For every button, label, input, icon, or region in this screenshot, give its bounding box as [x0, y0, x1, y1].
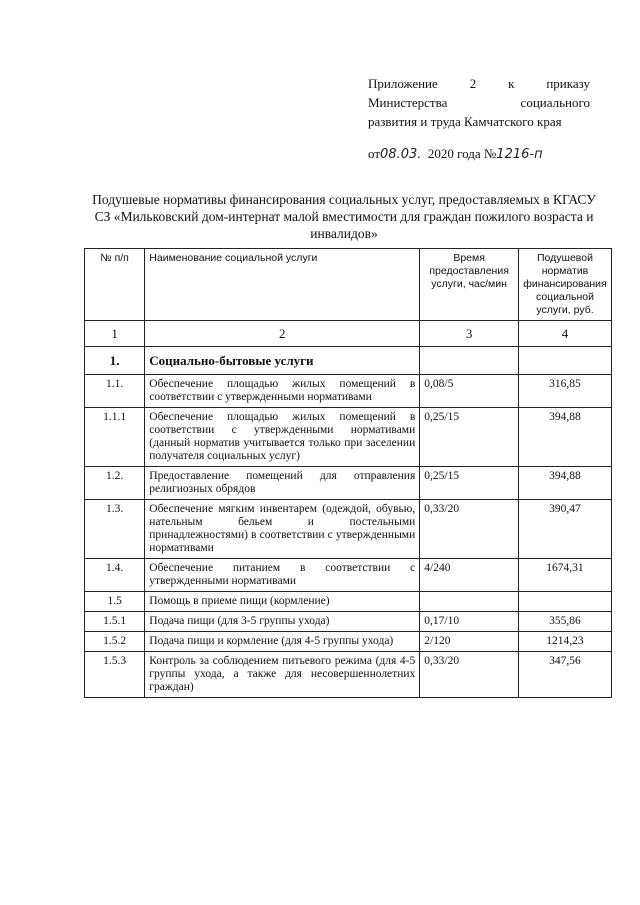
ministry-right: социального [520, 95, 590, 110]
date-prefix: от [368, 146, 381, 161]
row-time: 0,17/10 [420, 612, 519, 632]
table-row [85, 632, 612, 652]
row-norm: 316,85 [518, 375, 611, 408]
appendix-word: Приложение [368, 76, 438, 91]
row-number: 1.1.1 [85, 408, 145, 467]
row-norm: 1674,31 [518, 559, 611, 592]
services-table [84, 248, 612, 698]
section-empty [518, 347, 611, 375]
row-number: 1.3. [85, 500, 145, 559]
appendix-order: приказу [546, 76, 590, 91]
row-number: 1.5.1 [85, 612, 145, 632]
table-row [85, 559, 612, 592]
document-title: Подушевые нормативы финансирования социальных услуг, предоставляемых в КГАСУ СЗ «Мильковский дом-интернат малой вместимости для граждан пожилого возраста и инвалидов» [92, 192, 596, 241]
column-number: 2 [145, 321, 420, 347]
row-service-name: Подача пищи (для 3-5 группы ухода) [145, 612, 420, 632]
row-number: 1.4. [85, 559, 145, 592]
row-service-name: Обеспечение площадью жилых помещений в соответствии с утвержденными нормативами [145, 375, 420, 408]
row-norm: 394,88 [518, 408, 611, 467]
section-empty [420, 347, 519, 375]
column-numbers-row [85, 321, 612, 347]
row-time: 0,33/20 [420, 500, 519, 559]
ministry-left: Министерства [368, 95, 448, 110]
row-time: 0,25/15 [420, 408, 519, 467]
row-time: 0,33/20 [420, 652, 519, 698]
column-number: 1 [85, 321, 145, 347]
table-row [85, 500, 612, 559]
table-row [85, 467, 612, 500]
row-service-name: Обеспечение мягким инвентарем (одеждой, обувью, нательным бельем и постельными принадлежностями) в соответствии с утвержденными нормативами [145, 500, 420, 559]
table-row [85, 652, 612, 698]
row-service-name: Обеспечение площадью жилых помещений в соответствии с утвержденными нормативами (данный норматив учитывается только при заселении получателя социальных услуг) [145, 408, 420, 467]
appendix-line-3: развития и труда Камчатского края [368, 114, 562, 129]
column-number: 3 [420, 321, 519, 347]
row-number: 1.1. [85, 375, 145, 408]
appendix-line-1 [368, 74, 590, 93]
appendix-number: 2 [469, 76, 477, 91]
date-year: 2020 года № [427, 146, 497, 161]
row-norm: 347,56 [518, 652, 611, 698]
row-number: 1.2. [85, 467, 145, 500]
row-number: 1.5.2 [85, 632, 145, 652]
appendix-line-2 [368, 93, 590, 112]
header-norm: Подушевой норматив финансирования социальной услуги, руб. [518, 249, 611, 321]
row-norm: 355,86 [518, 612, 611, 632]
table-row [85, 612, 612, 632]
handwritten-order-number: 1216-п [496, 147, 543, 162]
row-time: 4/240 [420, 559, 519, 592]
row-norm: 390,47 [518, 500, 611, 559]
row-norm: 1214,23 [518, 632, 611, 652]
table-row [85, 375, 612, 408]
row-number: 1.5 [85, 592, 145, 612]
table-header-row [85, 249, 612, 321]
row-time: 2/120 [420, 632, 519, 652]
row-service-name: Контроль за соблюдением питьевого режима (для 4-5 группы ухода, а также для несовершеннолетних граждан) [145, 652, 420, 698]
row-service-name: Обеспечение питанием в соответствии с утвержденными нормативами [145, 559, 420, 592]
section-row [85, 347, 612, 375]
section-name: Социально-бытовые услуги [145, 347, 420, 375]
order-date-line [368, 146, 543, 162]
table-row [85, 592, 612, 612]
row-service-name: Предоставление помещений для отправления религиозных обрядов [145, 467, 420, 500]
column-number: 4 [518, 321, 611, 347]
row-norm [518, 592, 611, 612]
handwritten-date: 08.03. [380, 147, 422, 162]
row-service-name: Подача пищи и кормление (для 4-5 группы ухода) [145, 632, 420, 652]
row-time: 0,08/5 [420, 375, 519, 408]
appendix-header [368, 74, 590, 131]
section-number: 1. [85, 347, 145, 375]
row-norm: 394,88 [518, 467, 611, 500]
row-service-name: Помощь в приеме пищи (кормление) [145, 592, 420, 612]
table-row [85, 408, 612, 467]
appendix-k: к [508, 76, 515, 91]
header-number: № п/п [85, 249, 145, 321]
row-time [420, 592, 519, 612]
row-number: 1.5.3 [85, 652, 145, 698]
header-service-name: Наименование социальной услуги [145, 249, 420, 321]
header-time: Время предоставления услуги, час/мин [420, 249, 519, 321]
row-time: 0,25/15 [420, 467, 519, 500]
